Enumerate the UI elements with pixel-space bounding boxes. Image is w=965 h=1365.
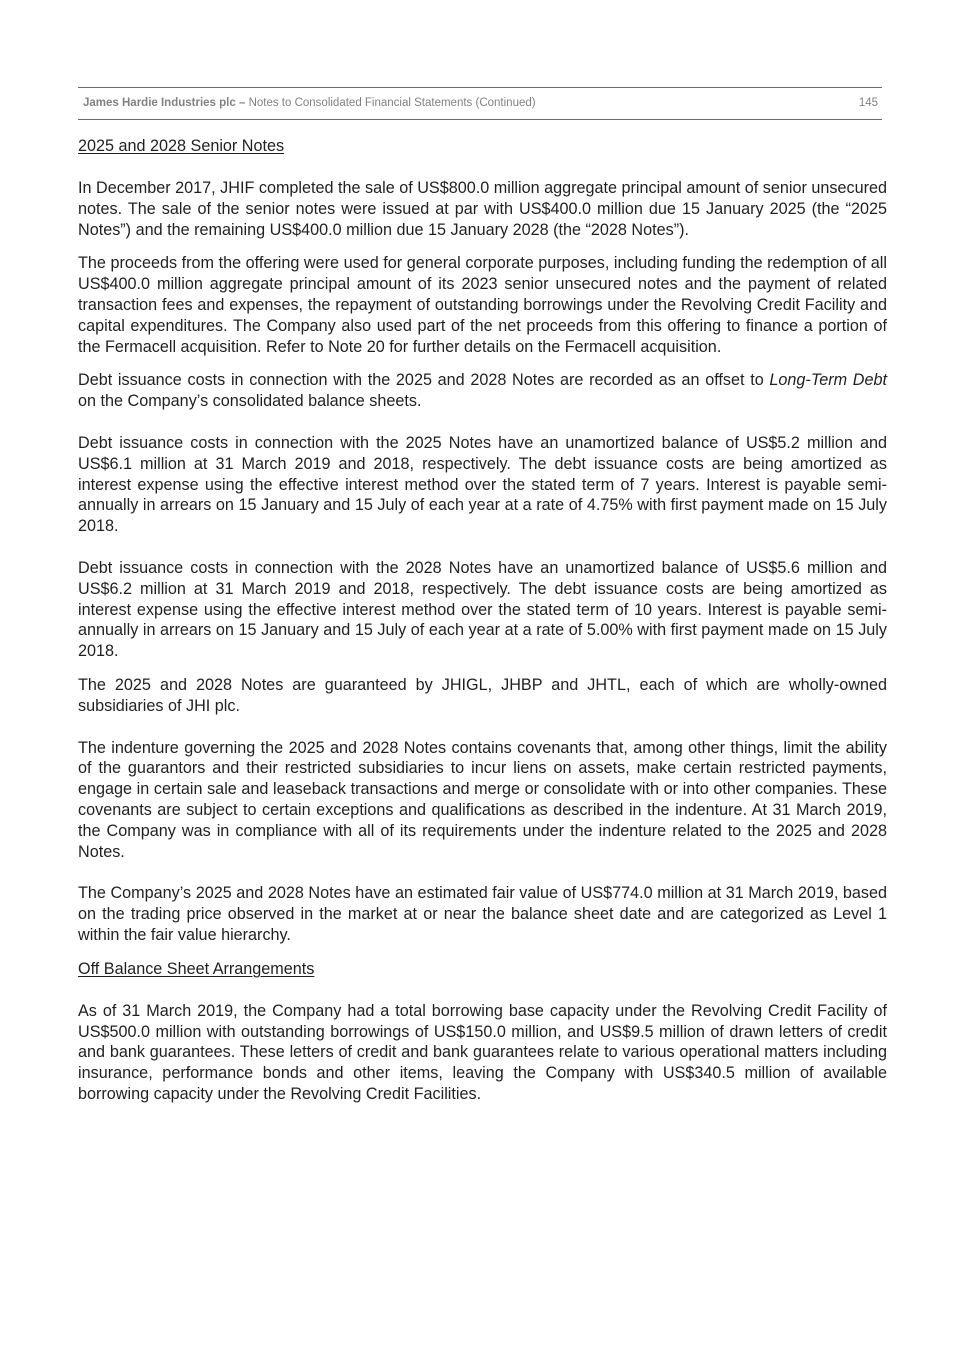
header-title: Notes to Consolidated Financial Statements (Continued)	[248, 97, 536, 109]
paragraph-guarantees: The 2025 and 2028 Notes are guaranteed by JHIGL, JHBP and JHTL, each of which are wholly-owned subsidiaries of JHI plc.	[78, 675, 887, 715]
page-header	[78, 87, 882, 120]
header-company-name: James Hardie Industries plc	[83, 97, 236, 109]
italic-term-long-term-debt: Long-Term Debt	[769, 371, 887, 390]
paragraph-2028-notes-costs: Debt issuance costs in connection with the 2028 Notes have an unamortized balance of US$5.6 million and US$6.2 million at 31 March 2019 and 2018, respectively. The debt issuance costs are being amortized as interest expense using the effective interest method over the stated term of 10 years. Interest is payable semi-annually in arrears on 15 January and 15 July of each year at a rate of 5.00% with first payment made on 15 July 2018.	[78, 558, 887, 661]
paragraph-borrowing-capacity: As of 31 March 2019, the Company had a total borrowing base capacity under the Revolving Credit Facility of US$500.0 million with outstanding borrowings of US$150.0 million, and US$9.5 million of drawn letters of credit and bank guarantees. These letters of credit and bank guarantees relate to various operational matters including insurance, performance bonds and other items, leaving the Company with US$340.5 million of available borrowing capacity under the Revolving Credit Facilities.	[78, 1001, 887, 1103]
paragraph-2025-notes-costs: Debt issuance costs in connection with the 2025 Notes have an unamortized balance of US$5.2 million and US$6.1 million at 31 March 2019 and 2018, respectively. The debt issuance costs are being amortized as interest expense using the effective interest method over the stated term of 7 years. Interest is payable semi-annually in arrears on 15 January and 15 July of each year at a rate of 4.75% with first payment made on 15 July 2018.	[78, 433, 887, 536]
paragraph-notes-sale: In December 2017, JHIF completed the sale of US$800.0 million aggregate principal amount of senior unsecured notes. The sale of the senior notes were issued at par with US$400.0 million due 15 January 2025 (the “2025 Notes”) and the remaining US$400.0 million due 15 January 2028 (the “2028 Notes”).	[78, 179, 887, 239]
paragraph-debt-issuance-offset	[78, 370, 887, 412]
page-number: 145	[858, 97, 878, 109]
header-separator: –	[235, 97, 249, 109]
paragraph-fair-value: The Company’s 2025 and 2028 Notes have an estimated fair value of US$774.0 million at 31 March 2019, based on the trading price observed in the market at or near the balance sheet date and are categorized as Level 1 within the fair value hierarchy.	[78, 884, 887, 944]
text-run: on the Company’s consolidated balance sheets.	[78, 392, 422, 411]
paragraph-indenture-covenants: The indenture governing the 2025 and 2028 Notes contains covenants that, among other things, limit the ability of the guarantors and their restricted subsidiaries to incur liens on assets, make certain restricted payments, engage in certain sale and leaseback transactions and merge or consolidate with or into other companies. These covenants are subject to certain exceptions and qualifications as described in the indenture. At 31 March 2019, the Company was in compliance with all of its requirements under the indenture related to the 2025 and 2028 Notes.	[78, 738, 887, 861]
section-heading-off-balance-sheet: Off Balance Sheet Arrangements	[78, 959, 315, 978]
running-header	[83, 97, 536, 109]
document-body	[78, 136, 887, 1105]
section-heading-senior-notes: 2025 and 2028 Senior Notes	[78, 137, 285, 155]
paragraph-proceeds-use: The proceeds from the offering were used for general corporate purposes, including funding the redemption of all US$400.0 million aggregate principal amount of its 2023 senior unsecured notes and the payment of related transaction fees and expenses, the repayment of outstanding borrowings under the Revolving Credit Facility and capital expenditures. The Company also used part of the net proceeds from this offering to finance a portion of the Fermacell acquisition. Refer to Note 20 for further details on the Fermacell acquisition.	[78, 254, 887, 356]
text-run: Debt issuance costs in connection with the 2025 and 2028 Notes are recorded as an offset to	[78, 371, 770, 390]
